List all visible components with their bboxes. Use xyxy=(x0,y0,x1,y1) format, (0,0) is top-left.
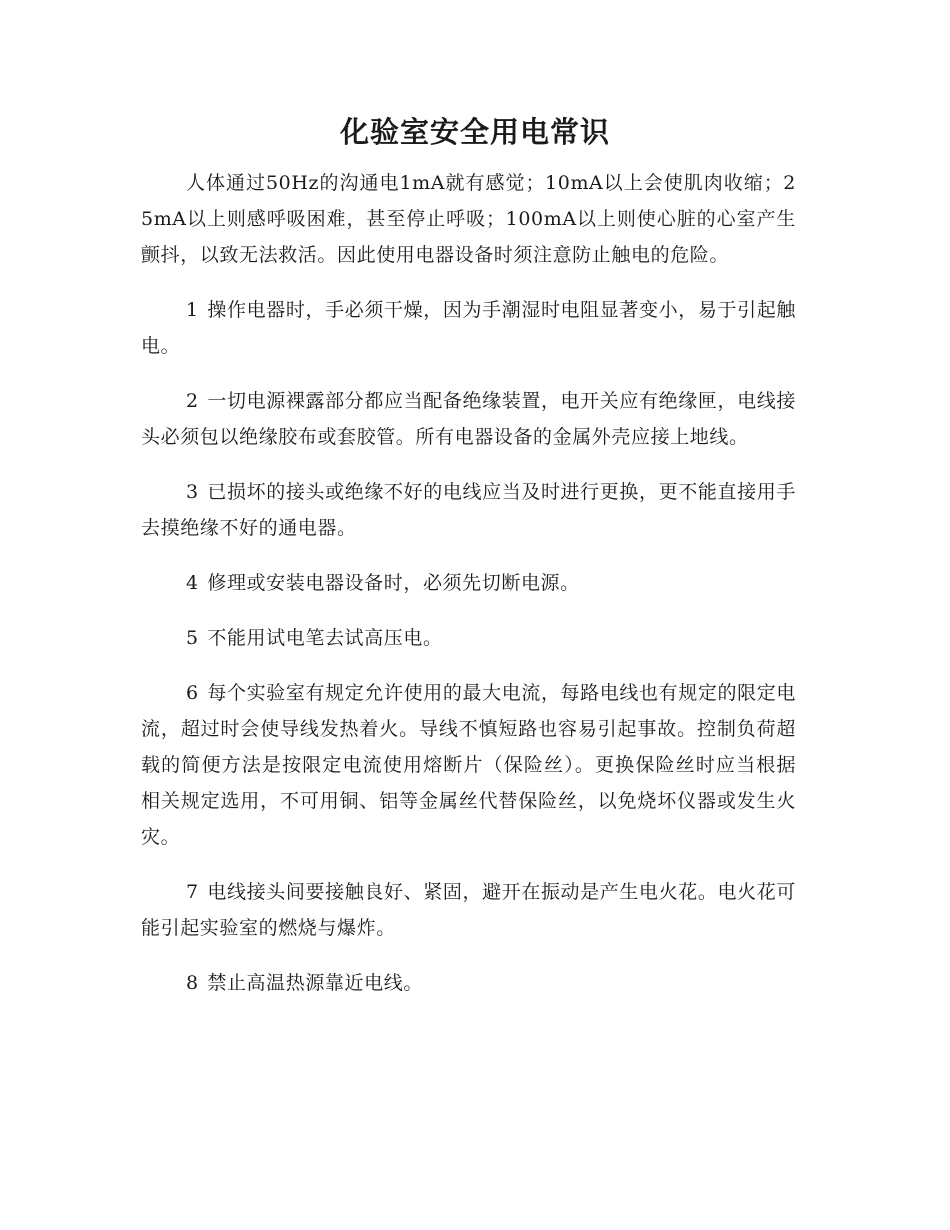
rule-number: 3 xyxy=(186,481,199,503)
rule-paragraph-7 xyxy=(141,874,796,946)
rule-text: 操作电器时，手必须干燥，因为手潮湿时电阻显著变小，易于引起触电。 xyxy=(141,299,796,357)
rule-paragraph-3 xyxy=(141,474,796,546)
rule-number: 5 xyxy=(186,627,199,649)
rule-text: 每个实验室有规定允许使用的最大电流，每路电线也有规定的限定电流，超过时会使导线发热着火。导线不慎短路也容易引起事故。控制负荷超载的简便方法是按限定电流使用熔断片（保险丝）。更换保险丝时应当根据相关规定选用，不可用铜、铝等金属丝代替保险丝，以免烧坏仪器或发生火灾。 xyxy=(141,682,796,848)
rule-number: 6 xyxy=(186,682,199,704)
rule-paragraph-4 xyxy=(141,565,796,601)
rule-text: 电线接头间要接触良好、紧固，避开在振动是产生电火花。电火花可能引起实验室的燃烧与爆炸。 xyxy=(141,881,796,939)
rule-number: 8 xyxy=(186,972,199,994)
rule-text: 禁止高温热源靠近电线。 xyxy=(207,972,423,994)
rule-number: 2 xyxy=(186,390,199,412)
rule-text: 已损坏的接头或绝缘不好的电线应当及时进行更换，更不能直接用手去摸绝缘不好的通电器。 xyxy=(141,481,796,539)
rule-number: 1 xyxy=(186,299,199,321)
rule-paragraph-8 xyxy=(141,965,796,1001)
document-title: 化验室安全用电常识 xyxy=(339,115,610,149)
document-body xyxy=(141,165,796,1020)
rule-paragraph-6 xyxy=(141,675,796,855)
rule-paragraph-5 xyxy=(141,620,796,656)
intro-paragraph: 人体通过50Hz的沟通电1mA就有感觉；10mA以上会使肌肉收缩；25mA以上则感呼吸困难，甚至停止呼吸；100mA以上则使心脏的心室产生颤抖，以致无法救活。因此使用电器设备时须注意防止触电的危险。 xyxy=(141,172,796,266)
rule-paragraph-2 xyxy=(141,383,796,455)
rule-number: 7 xyxy=(186,881,199,903)
rule-text: 修理或安装电器设备时，必须先切断电源。 xyxy=(207,572,580,594)
rule-text: 一切电源裸露部分都应当配备绝缘装置，电开关应有绝缘匣，电线接头必须包以绝缘胶布或套胶管。所有电器设备的金属外壳应接上地线。 xyxy=(141,390,796,448)
rule-text: 不能用试电笔去试高压电。 xyxy=(207,627,443,649)
rule-number: 4 xyxy=(186,572,199,594)
rule-paragraph-1 xyxy=(141,292,796,364)
